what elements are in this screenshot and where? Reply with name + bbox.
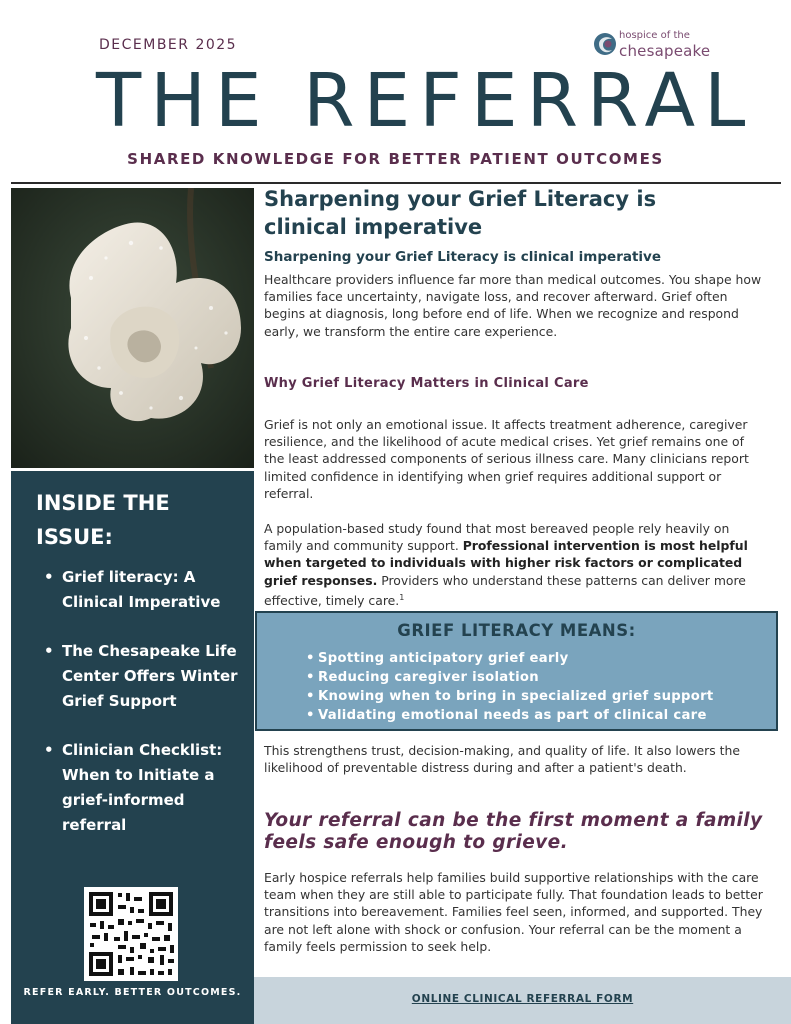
inside-issue-heading: INSIDE THE ISSUE:	[36, 491, 170, 549]
intro-paragraph: Healthcare providers influence far more than medical outcomes. You shape how families face uncertainty, navigate loss, and recover afterward. Grief often begins at diagnosis, long before end of life. When we recognize and respond early, we transform the entire care experience.	[264, 272, 762, 339]
list-item: • Validating emotional needs as part of clinical care	[306, 706, 776, 725]
study-text-a: A population-based study found that most bereaved people rely heavily on family and community support.	[264, 521, 730, 554]
white-rose-photo	[11, 188, 254, 468]
pull-quote: Your referral can be the first moment a family feels safe enough to grieve.	[264, 810, 763, 853]
qr-code-icon[interactable]	[84, 887, 178, 981]
rose-image-icon	[11, 188, 254, 468]
grief-paragraph: Grief is not only an emotional issue. It affects treatment adherence, caregiver resilience, and the likelihood of acute medical crises. Yet grief remains one of the least addressed components of serious illness care. Many clinicians report limited confidence in identifying when grief requires additional support or referral.	[264, 417, 749, 501]
newsletter-subtitle: SHARED KNOWLEDGE FOR BETTER PATIENT OUTCOMES	[127, 150, 664, 168]
callout-list	[306, 649, 776, 725]
referral-form-link[interactable]: ONLINE CLINICAL REFERRAL FORM	[411, 993, 634, 1005]
logo-mark-icon	[593, 30, 617, 58]
study-text-b: Providers who understand these patterns can deliver more effective, timely care.	[264, 572, 746, 608]
study-paragraph	[264, 520, 764, 609]
callout-title: GRIEF LITERACY MEANS:	[397, 621, 636, 640]
issue-date: DECEMBER 2025	[99, 37, 238, 53]
section-heading: Why Grief Literacy Matters in Clinical Care	[264, 376, 589, 391]
trust-paragraph: This strengthens trust, decision-making, and quality of life. It also lowers the likelihood of preventable distress during and after a patient's death.	[264, 743, 741, 776]
newsletter-title: THE REFERRAL	[96, 58, 755, 144]
list-item: • The Chesapeake Life Center Offers Winter Grief Support	[44, 639, 249, 714]
logo-text-large: chesapeake	[619, 42, 711, 60]
study-text-bold: Professional intervention is most helpful when targeted to individuals with higher risk factors or complicated grief responses.	[264, 538, 748, 588]
issue-contents-list	[44, 565, 249, 862]
referral-paragraph: Early hospice referrals help families build supportive relationships with the care team when they are still able to participate fully. That foundation leads to better transitions into bereavement. Families feel seen, informed, and supported. They are not left alone with shock or confusion. Your referral can be the moment a family feels permission to seek help.	[264, 870, 763, 954]
refer-early-tagline: REFER EARLY. BETTER OUTCOMES.	[23, 987, 242, 998]
logo-text-small: hospice of the	[619, 30, 690, 41]
footnote-ref: 1	[399, 592, 405, 602]
article-headline: Sharpening your Grief Literacy is clinical imperative	[264, 187, 657, 239]
list-item: • Clinician Checklist: When to Initiate a grief-informed referral	[44, 738, 249, 838]
list-item: • Spotting anticipatory grief early	[306, 649, 776, 668]
header-divider	[11, 182, 781, 184]
list-item: • Reducing caregiver isolation	[306, 668, 776, 687]
list-item: • Knowing when to bring in specialized grief support	[306, 687, 776, 706]
article-subheadline: Sharpening your Grief Literacy is clinical imperative	[264, 249, 661, 265]
list-item: • Grief literacy: A Clinical Imperative	[44, 565, 249, 615]
